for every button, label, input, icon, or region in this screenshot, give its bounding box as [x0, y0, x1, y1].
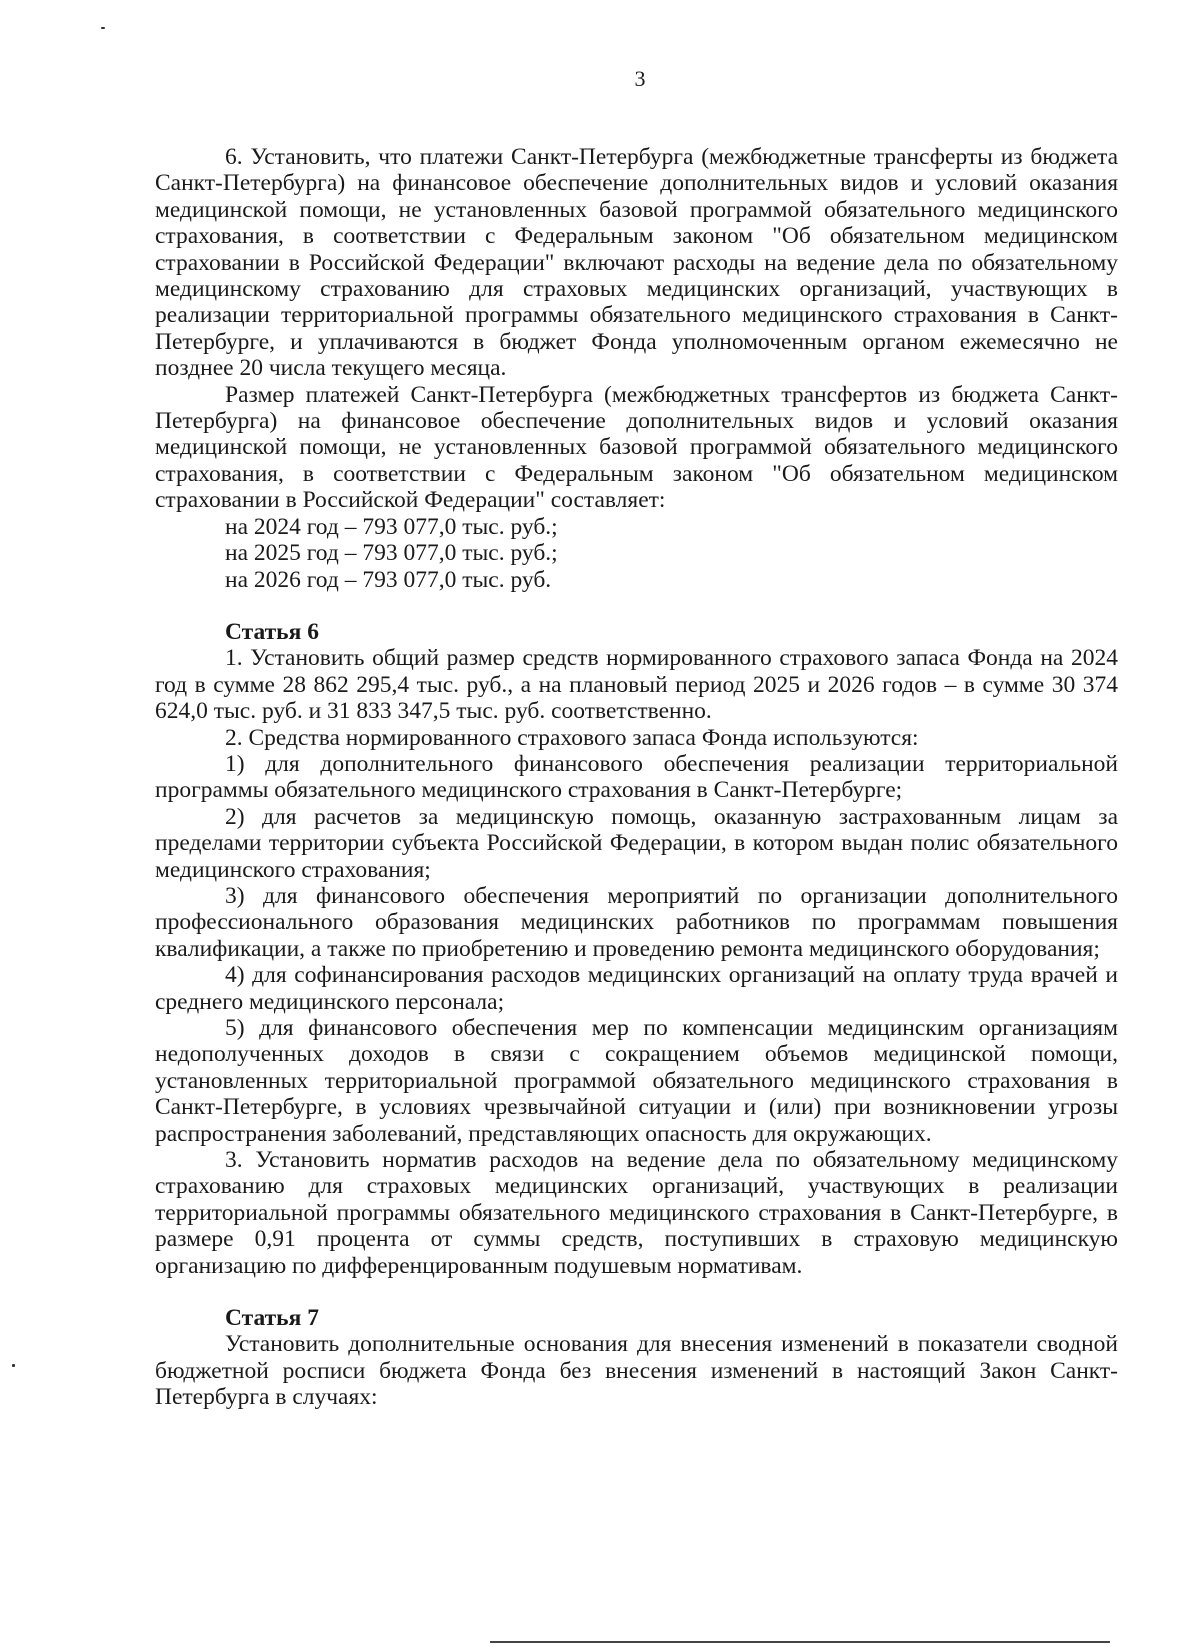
amount-line: на 2026 год – 793 077,0 тыс. руб. [225, 566, 552, 593]
list-item: 3) для финансового обеспечения мероприятий по организации дополнительного профессионального образования медицинских работников по программам повышения квалификации, а также по приобретению и проведению ремонта медицинского оборудования; [155, 882, 1118, 962]
list-item: 2) для расчетов за медицинскую помощь, оказанную застрахованным лицам за пределами территории субъекта Российской Федерации, в котором выдан полис обязательного медицинского страхования; [155, 803, 1118, 883]
page-number: 3 [634, 66, 646, 91]
paragraph: 2. Средства нормированного страхового запаса Фонда используются: [225, 724, 919, 751]
list-item: 4) для софинансирования расходов медицинских организаций на оплату труда врачей и среднего медицинского персонала; [155, 962, 1118, 1015]
amount-line: на 2024 год – 793 077,0 тыс. руб.; [225, 513, 558, 540]
bottom-rule [490, 1641, 1110, 1643]
scan-speck [101, 27, 105, 29]
scan-speck [12, 1364, 15, 1367]
amount-line: на 2025 год – 793 077,0 тыс. руб.; [225, 540, 558, 567]
paragraph: 6. Установить, что платежи Санкт-Петербурга (межбюджетные трансферты из бюджета Санкт-Петербурга) на финансовое обеспечение дополнительных видов и условий оказания медицинской помощи, не установленных базовой программой обязательного медицинского страхования, в соответствии с Федеральным законом "Об обязательном медицинском страховании в Российской Федерации" включают расходы на ведение дела по обязательному медицинскому страхованию для страховых медицинских организаций, участвующих в реализации территориальной программы обязательного медицинского страхования в Санкт-Петербурге, и уплачиваются в бюджет Фонда уполномоченным органом ежемесячно не позднее 20 числа текущего месяца. [155, 144, 1118, 382]
paragraph: 3. Установить норматив расходов на ведение дела по обязательному медицинскому страхованию для страховых медицинских организаций, участвующих в реализации территориальной программы обязательного медицинского страхования в Санкт-Петербурге, в размере 0,91 процента от суммы средств, поступивших в страховую медицинскую организацию по дифференцированным подушевым нормативам. [155, 1147, 1118, 1279]
document-body [155, 144, 1118, 1411]
list-item: 1) для дополнительного финансового обеспечения реализации территориальной программы обязательного медицинского страхования в Санкт-Петербурге; [155, 750, 1118, 804]
article-title: Статья 7 [225, 1305, 319, 1332]
paragraph: Установить дополнительные основания для внесения изменений в показатели сводной бюджетной росписи бюджета Фонда без внесения изменений в настоящий Закон Санкт-Петербурга в случаях: [155, 1331, 1118, 1411]
paragraph: Размер платежей Санкт-Петербурга (межбюджетных трансфертов из бюджета Санкт-Петербурга) на финансовое обеспечение дополнительных видов и условий оказания медицинской помощи, не установленных базовой программой обязательного медицинского страхования, в соответствии с Федеральным законом "Об обязательном медицинском страховании в Российской Федерации" составляет: [155, 381, 1118, 514]
paragraph: 1. Установить общий размер средств нормированного страхового запаса Фонда на 2024 год в сумме 28 862 295,4 тыс. руб., а на плановый период 2025 и 2026 годов – в сумме 30 374 624,0 тыс. руб. и 31 833 347,5 тыс. руб. соответственно. [155, 645, 1118, 725]
list-item: 5) для финансового обеспечения мер по компенсации медицинским организациям недополученных доходов в связи с сокращением объемов медицинской помощи, установленных территориальной программой обязательного медицинского страхования в Санкт-Петербурге, в условиях чрезвычайной ситуации и (или) при возникновении угрозы распространения заболеваний, представляющих опасность для окружающих. [155, 1015, 1118, 1147]
article-title: Статья 6 [225, 618, 319, 645]
